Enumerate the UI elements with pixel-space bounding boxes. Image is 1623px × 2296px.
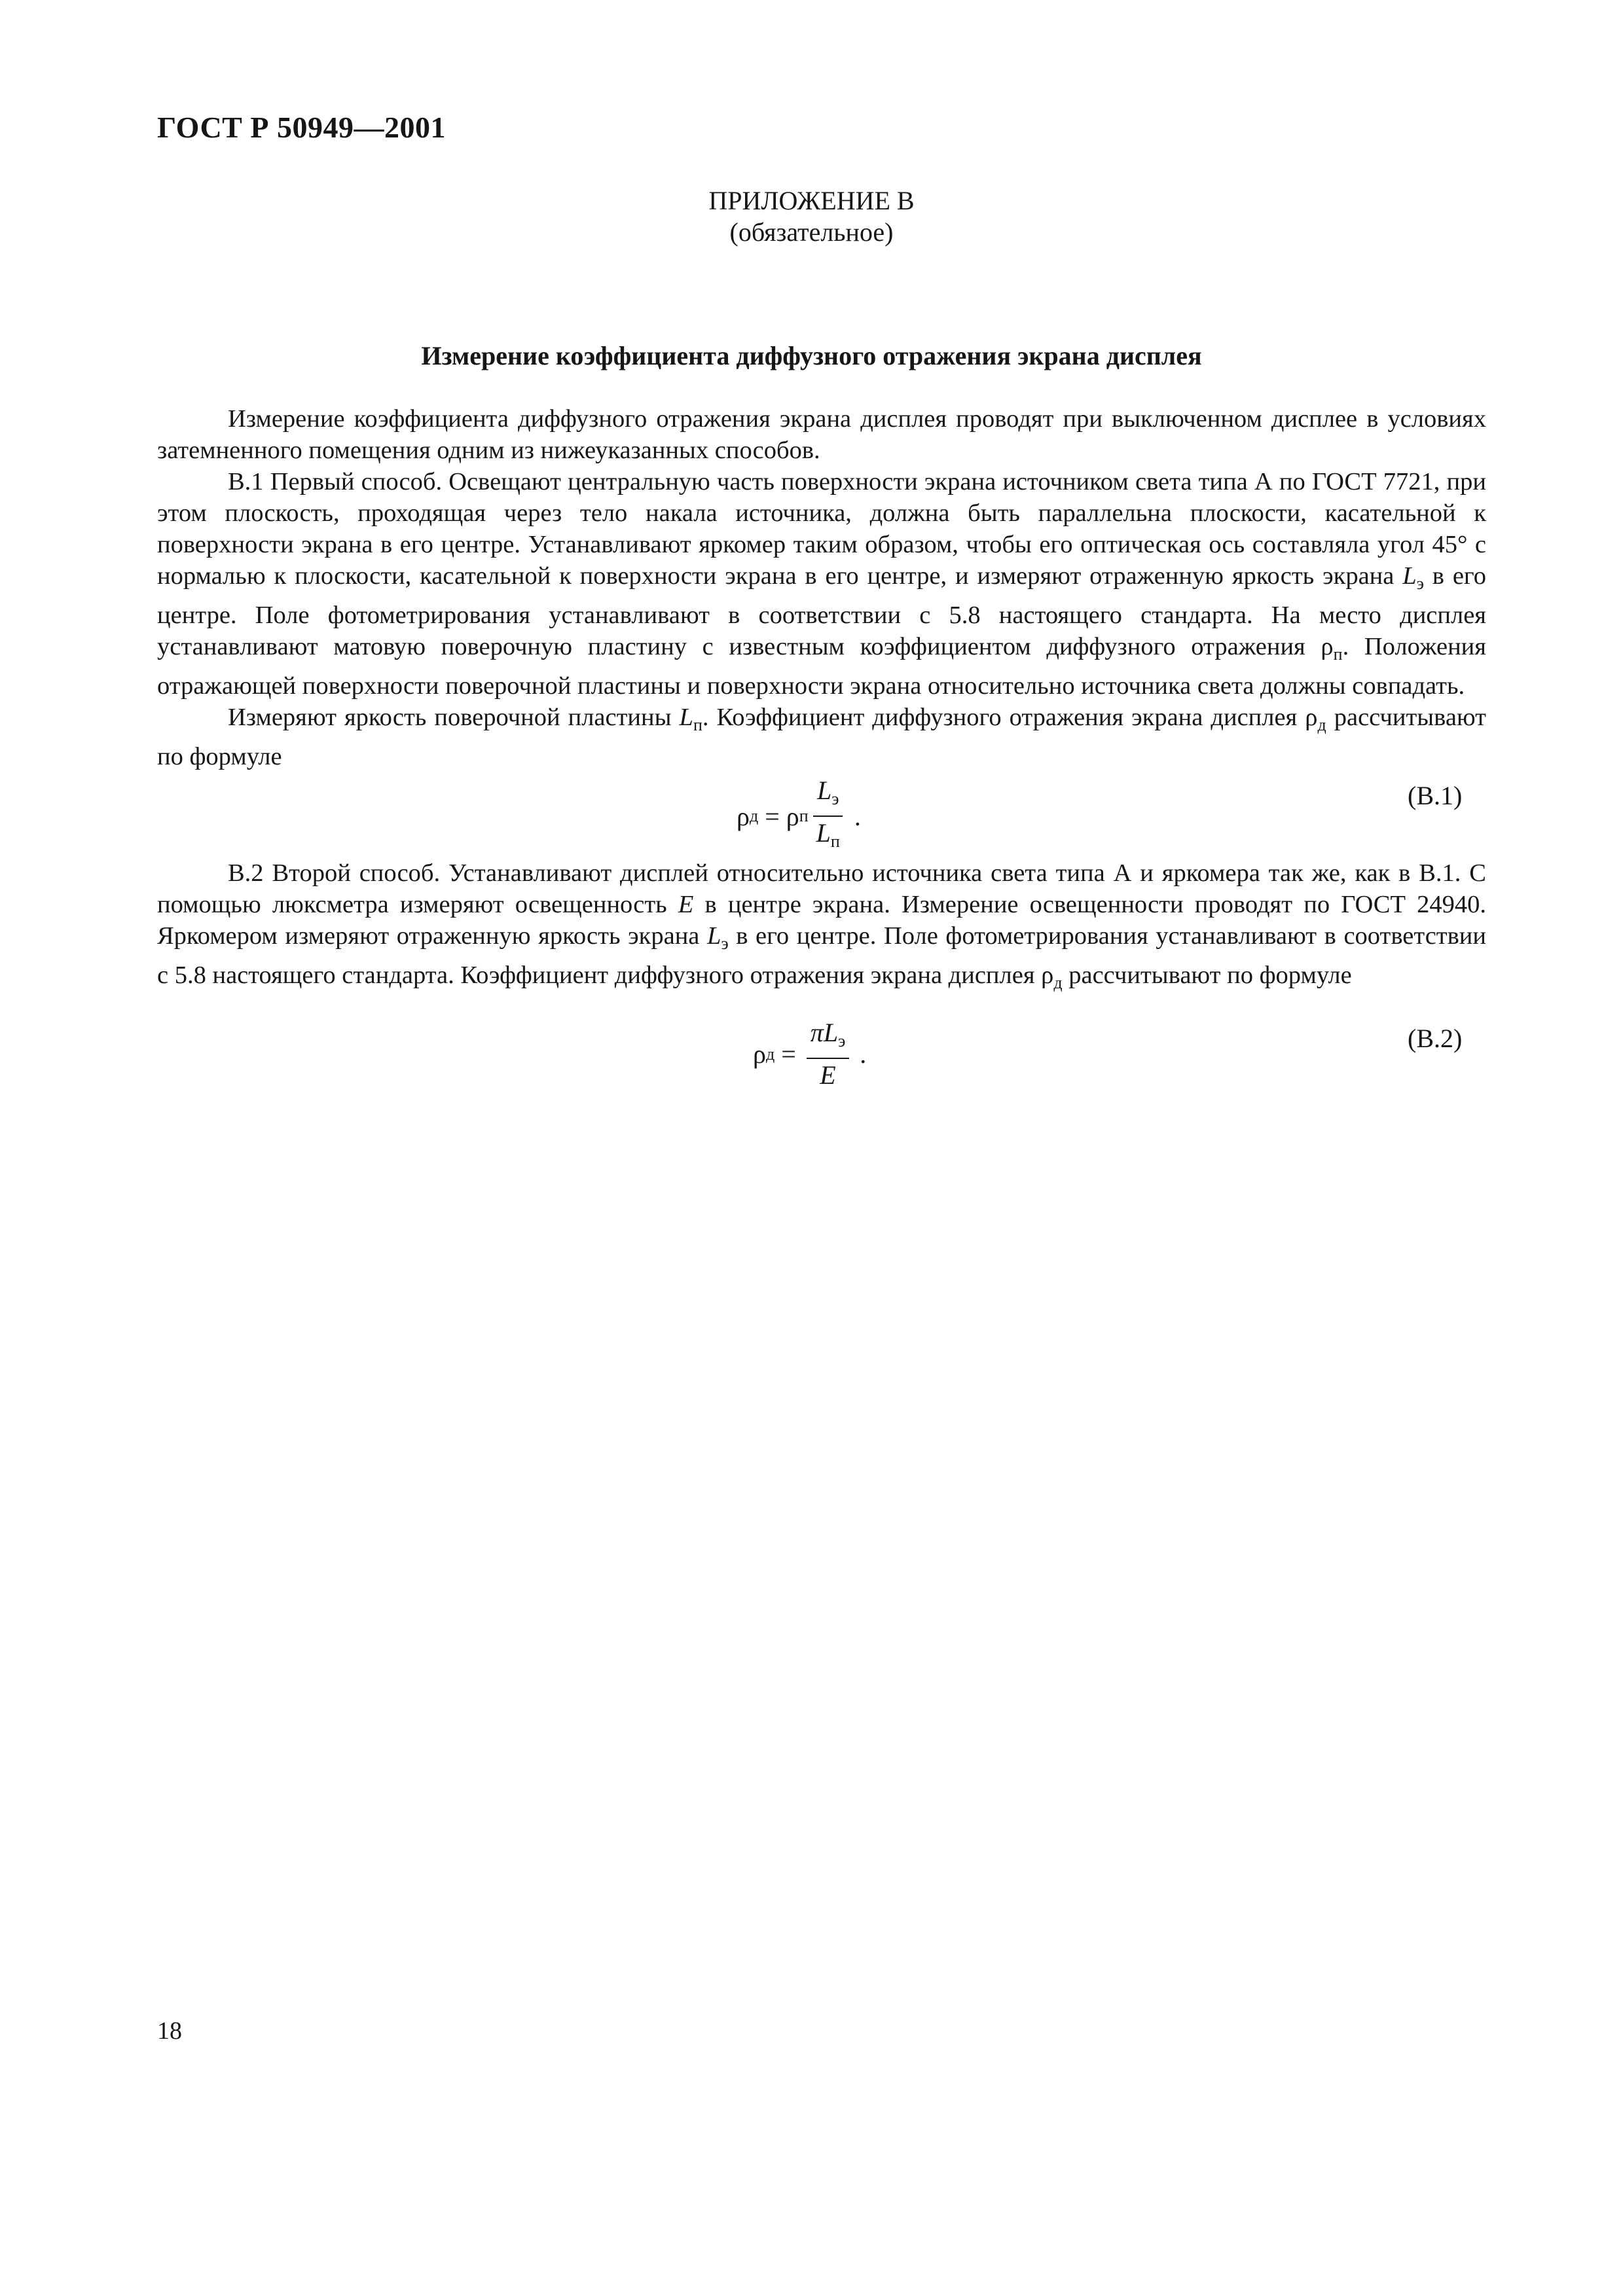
- paragraph-method-1: В.1 Первый способ. Освещают центральную часть поверхности экрана источником света типа А по ГОСТ 7721, при этом плоскость, проходящая через тело накала источника, должна быть параллельна плоскости, касательной к поверхности экрана в его центре. Устанавливают яркомер таким образом, чтобы его оптическая ось составляла угол 45° с нормалью к плоскости, касательной к поверхности экрана в его центре, и измеряют отраженную яркость экрана $L_э$ в его центре. Поле фотометрирования устанавливают в соответствии с 5.8 настоящего стандарта. На место дисплея устанавливают матовую поверочную пластину с известным коэффициентом диффузного отражения $\rho_п$. Положения отражающей поверхности поверочной пластины и поверхности экрана относительно источника света должны совпадать.: [157, 468, 1486, 700]
- paragraph-intro: Измерение коэффициента диффузного отражения экрана дисплея проводят при выключенном дисплее в условиях затемненного помещения одним из нижеуказанных способов.: [157, 405, 1486, 464]
- formula-b2-number: (В.2): [1408, 1024, 1463, 1053]
- body-text-block-2: [157, 857, 1486, 999]
- appendix-status: (обязательное): [729, 217, 894, 247]
- formula-b2: ρ д = $\frac{\pi L_э}{E}$ .: [753, 1018, 867, 1090]
- page-number: 18: [157, 2017, 182, 2045]
- paragraph-method-2: В.2 Второй способ. Устанавливают дисплей относительно источника света типа А и яркомера так же, как в В.1. С помощью люксметра измеряют освещенность E в центре экрана. Измерение освещенности проводят по ГОСТ 24940. Яркомером измеряют отраженную яркость экрана $L_э$ в его центре. Поле фотометрирования устанавливают в соответствии с 5.8 настоящего стандарта. Коэффициент диффузного отражения экрана дисплея $\rho_д$ рассчитывают по формуле: [157, 859, 1486, 992]
- section-title: Измерение коэффициента диффузного отражения экрана дисплея: [421, 341, 1202, 370]
- formula-b1-fraction: $\frac{L_э}{L_п}$: [812, 776, 844, 857]
- appendix-label: ПРИЛОЖЕНИЕ В: [708, 186, 915, 215]
- appendix-heading: [0, 185, 1623, 248]
- document-header: ГОСТ Р 50949—2001: [157, 111, 446, 144]
- body-text-block-1: [157, 403, 1486, 772]
- formula-b1: ρ д = ρ п $\frac{L_э}{L_п}$ .: [737, 776, 861, 857]
- formula-b2-fraction: $\frac{\pi L_э}{E}$: [807, 1018, 849, 1090]
- paragraph-measure: Измеряют яркость поверочной пластины $L_п$. Коэффициент диффузного отражения экрана дисплея $\rho_д$ рассчитывают по формуле: [157, 704, 1486, 770]
- formula-b1-number: (В.1): [1408, 781, 1463, 810]
